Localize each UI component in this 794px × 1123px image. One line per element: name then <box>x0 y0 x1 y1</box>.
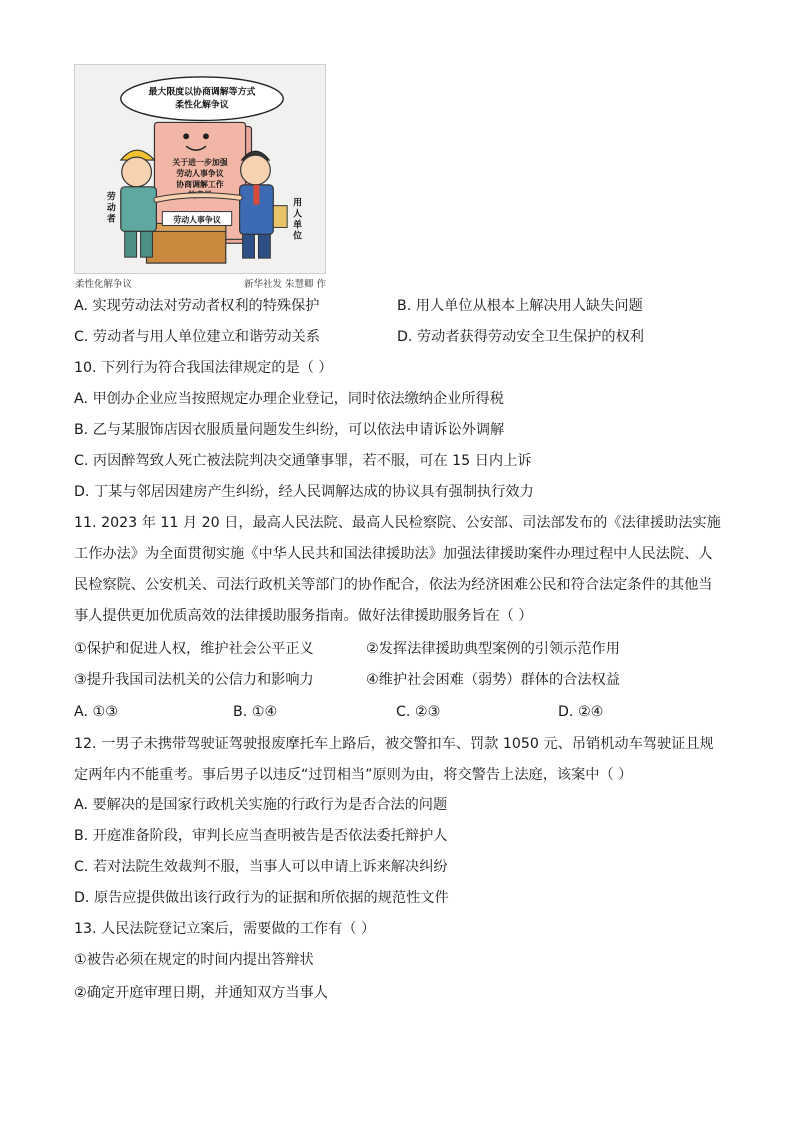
q12-option-d: D. 原告应提供做出该行政行为的证据和所依据的规范性文件 <box>74 890 449 906</box>
cloud-text-1: 最大限度以协商调解等方式 <box>148 87 256 98</box>
cloud-text-2: 柔性化解争议 <box>175 100 229 111</box>
q11-statement-3: ③提升我国司法机关的公信力和影响力 <box>74 672 314 688</box>
q11-option-d: D. ②④ <box>558 704 604 720</box>
document-text-4: 的意见 <box>188 190 212 200</box>
q10-stem: 10. 下列行为符合我国法律规定的是（ ） <box>74 360 333 376</box>
q12-stem: 12. 一男子未携带驾驶证驾驶报废摩托车上路后，被交警扣车、罚款 1050 元、吊销机动车驾驶证且规定两年内不能重考。事后男子以违反“过罚相当”原则为由，将交警告上法庭，该案中（ ） <box>74 736 714 783</box>
q13-stem: 13. 人民法院登记立案后，需要做的工作有（ ） <box>74 921 376 937</box>
cartoon-figure <box>74 64 326 290</box>
employer-label: 用人单位 <box>293 198 303 242</box>
q9-option-d: D. 劳动者获得劳动安全卫生保护的权利 <box>397 329 644 345</box>
q11-stem: 11. 2023 年 11 月 20 日，最高人民法院、最高人民检察院、公安部、司法部发布的《法律援助法实施工作办法》为全面贯彻实施《中华人民共和国法律援助法》加强法律援助案件办理过程中人民法院、人民检察院、公安机关、司法行政机关等部门的协作配合，依法为经济困难公民和符合法定条件的其他当事人提供更加优质高效的法律援助服务指南。做好法律援助服务旨在（ ） <box>74 515 721 624</box>
q11-option-c: C. ②③ <box>396 704 441 720</box>
figure-caption-right: 新华社发 朱慧卿 作 <box>243 279 326 290</box>
q11-statement-4: ④维护社会困难（弱势）群体的合法权益 <box>366 672 620 688</box>
q10-option-b: B. 乙与某服饰店因衣服质量问题发生纠纷，可以依法申请诉讼外调解 <box>74 422 505 438</box>
q10-option-a: A. 甲创办企业应当按照规定办理企业登记，同时依法缴纳企业所得税 <box>74 391 504 407</box>
q11-statement-1: ①保护和促进人权，维护社会公平正义 <box>74 641 314 657</box>
document-text-1: 关于进一步加强 <box>172 158 228 168</box>
q12-option-a: A. 要解决的是国家行政机关实施的行政行为是否合法的问题 <box>74 797 448 813</box>
worker-label: 劳动者 <box>106 192 116 225</box>
q10-option-d: D. 丁某与邻居因建房产生纠纷，经人民调解达成的协议具有强制执行效力 <box>74 484 534 500</box>
q13-statement-1: ①被告必须在规定的时间内提出答辩状 <box>74 952 314 968</box>
document-text-3: 协商调解工作 <box>176 179 224 189</box>
q9-option-b: B. 用人单位从根本上解决用人缺失问题 <box>397 298 643 314</box>
q12-option-b: B. 开庭准备阶段，审判长应当查明被告是否依法委托辩护人 <box>74 828 448 844</box>
q11-statement-2: ②发挥法律援助典型案例的引领示范作用 <box>366 641 620 657</box>
desk-label: 劳动人事争议 <box>173 215 221 225</box>
q9-option-c: C. 劳动者与用人单位建立和谐劳动关系 <box>74 329 320 345</box>
document-text-2: 劳动人事争议 <box>176 168 224 178</box>
q10-option-c: C. 丙因醉驾致人死亡被法院判决交通肇事罪，若不服，可在 15 日内上诉 <box>74 453 532 469</box>
q12-option-c: C. 若对法院生效裁判不服，当事人可以申请上诉来解决纠纷 <box>74 859 448 875</box>
q9-option-a: A. 实现劳动法对劳动者权利的特殊保护 <box>74 298 320 314</box>
q11-option-b: B. ①④ <box>233 704 278 720</box>
figure-caption-left: 柔性化解争议 <box>75 279 133 290</box>
cartoon-illustration <box>74 64 326 274</box>
q13-statement-2: ②确定开庭审理日期，并通知双方当事人 <box>74 985 328 1001</box>
q11-option-a: A. ①③ <box>74 704 118 720</box>
